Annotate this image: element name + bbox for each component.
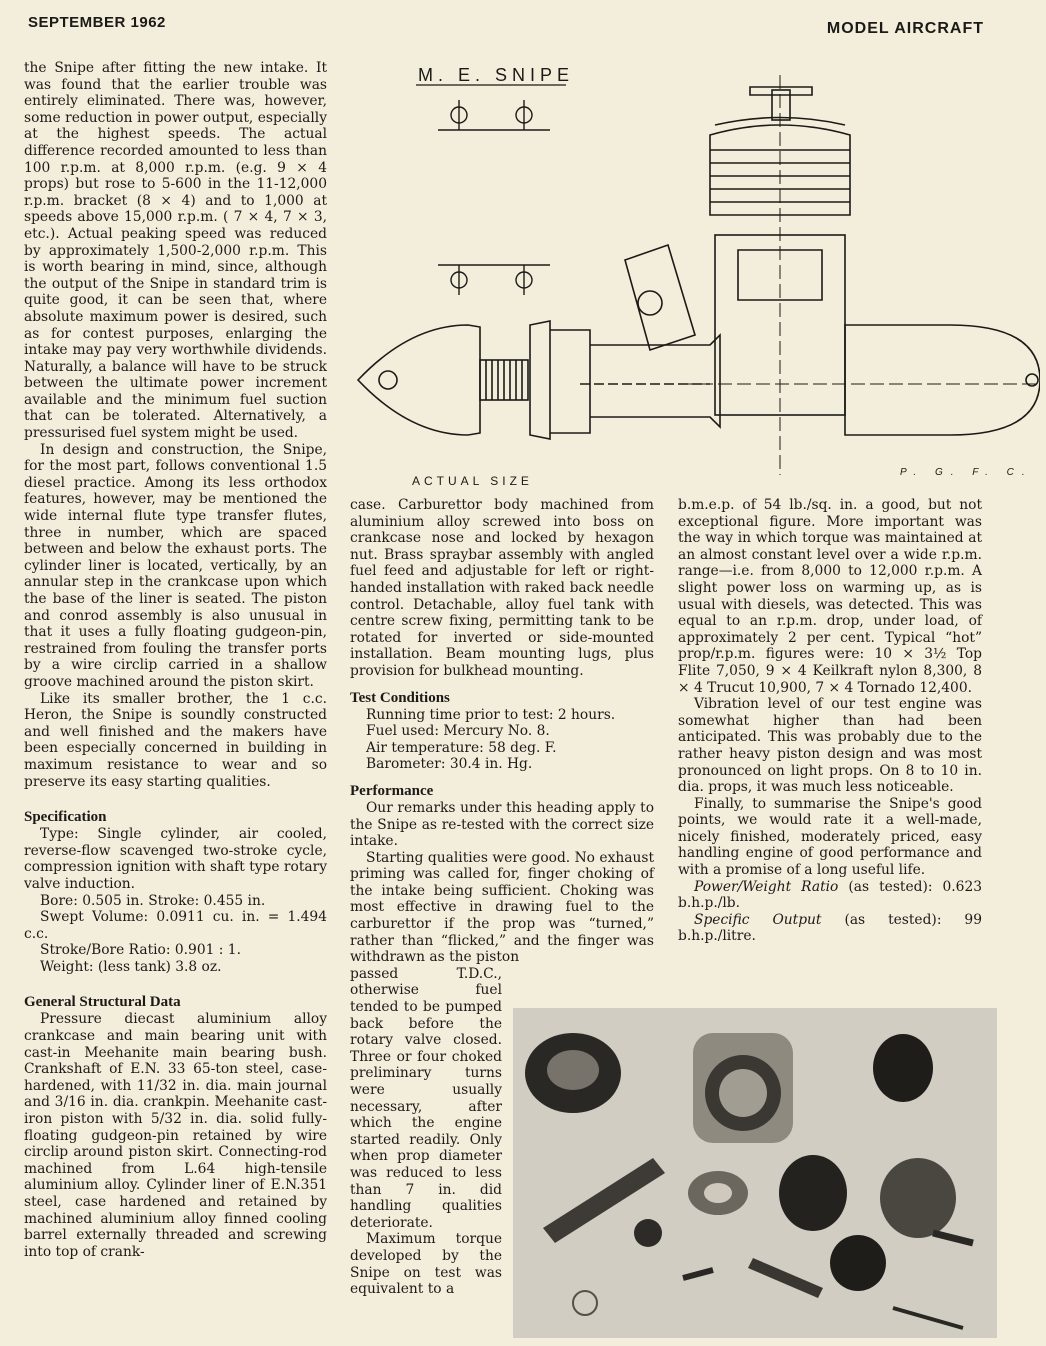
draughtsman-signature: P. G. F. C. [900,467,1033,478]
engine-outline [358,75,1040,475]
specific-output-value: (as tested): 99 b.h.p./litre. [678,911,982,945]
mounting-lug-symbols [438,100,550,295]
test-fuel: Fuel used: Mercury No. 8. [366,723,550,740]
spec-stroke-bore-ratio: Stroke/Bore Ratio: 0.901 : 1. [40,942,241,959]
spec-type: Type: Single cylinder, air cooled, reverse-flow scavenged two-stroke cycle, compression ignition with shaft type rotary valve induction. [24,826,327,892]
drawing-caption: ACTUAL SIZE [412,474,533,488]
performance-heading: Performance [350,782,434,799]
paragraph: Vibration level of our test engine was somewhat higher than had been anticipated. This was probably due to the rather heavy piston design and was most pronounced on light props. On 8 to 10 in. dia. props, it was much less noticeable. [678,696,982,796]
paragraph-narrow: Maximum torque developed by the Snipe on test was equivalent to a [350,1231,502,1298]
test-air-temperature: Air temperature: 58 deg. F. [366,739,557,756]
paragraph: Like its smaller brother, the 1 c.c. Heron, the Snipe is soundly constructed and well finished and the makers have been especially concerned in building in maximum resistance to wear and so preserve its easy starting qualities. [24,690,327,790]
spec-swept-volume: Swept Volume: 0.0911 cu. in. = 1.494 c.c. [24,909,327,942]
test-running-time: Running time prior to test: 2 hours. [366,706,616,723]
paragraph: In design and construction, the Snipe, for the most part, follows conventional 1.5 diesel practice. Among its less orthodox features, however, may be mentioned the wide internal flute type transfer flutes, three in number, which are spaced between and below the exhaust ports. The cylinder liner is located, vertically, by an annular step in the crankcase upon which the base of the liner is seated. The piston and conrod assembly is also unusual in that it uses a fully floating gudgeon-pin, restrained from fouling the transfer ports by a wire circlip carried in a shallow groove machined around the piston skirt. [24,441,327,690]
test-barometer: Barometer: 30.4 in. Hg. [366,756,533,773]
structural-data-text: Pressure diecast aluminium alloy crankcase and main bearing unit with cast-in Meehanite main bearing bush. Crankshaft of E.N. 33 65-ton steel, case-hardened, with 11/32 in. dia. main journal and 3/16 in. dia. crankpin. Meehanite cast-iron piston with 5/32 in. dia. solid fully-floating gudgeon-pin retained by wire circlip around piston skirt. Connecting-rod machined from L.64 high-tensile aluminium alloy. Cylinder liner of E.N.351 steel, case hardened and retained by machined aluminium alloy finned cooling barrel externally threaded and screwing into top of crank- [24,1011,327,1260]
specific-output-label: Specific Output [694,911,822,928]
power-weight-label: Power/Weight Ratio [694,878,839,895]
power-weight-value: (as tested): 0.623 b.h.p./lb. [678,878,982,912]
paragraph: Finally, to summarise the Snipe's good points, we would rate it a well-made, nicely finished, moderately priced, easy handling engine of good performance and with a promise of a long useful life. [678,795,982,879]
paragraph: Our remarks under this heading apply to the Snipe as re-tested with the correct size intake. [350,799,654,850]
specification-heading: Specification [24,809,107,826]
magazine-title: MODEL AIRCRAFT [826,20,984,37]
test-conditions-heading: Test Conditions [350,689,450,706]
engine-technical-drawing [350,55,1040,495]
column-1 [24,60,327,1260]
paragraph: Starting qualities were good. No exhaust priming was called for, finger choking of the intake being sufficient. Choking was most effective in drawing fuel to the carburettor if the prop was “turned,” rather than “flicked,” and the finger was withdrawn as the piston [350,849,654,966]
paragraph: case. Carburettor body machined from aluminium alloy screwed into boss on crankcase nose and locked by hexagon nut. Brass spraybar assembly with angled fuel feed and adjustable for left or right-handed installation with raked back needle control. Detachable, alloy fuel tank with centre screw fixing, permitting tank to be rotated for inverted or side-mounted installation. Beam mounting lugs, plus provision for bulkhead mounting. [350,497,654,679]
issue-date: SEPTEMBER 1962 [28,14,166,31]
spec-bore: Bore: 0.505 in. Stroke: 0.455 in. [40,892,266,909]
column-3 [678,497,982,945]
spec-weight: Weight: (less tank) 3.8 oz. [40,958,222,975]
paragraph: the Snipe after fitting the new intake. It was found that the earlier trouble was entirely eliminated. There was, however, some reduction in power output, especially at the highest speeds. The actual difference recorded amounted to less than 100 r.p.m. at 8,000 r.p.m. (e.g. 9 × 4 props) but rose to 5-600 in the 11-12,000 r.p.m. bracket (8 × 4) and to 1,000 at speeds above 15,000 r.p.m. ( 7 × 4, 7 × 3, etc.). Actual peaking speed was reduced by approximately 1,500-2,000 r.p.m. This is worth bearing in mind, since, although the output of the Snipe in standard trim is quite good, it can be seen that, where absolute maximum power is desired, such as for contest purposes, enlarging the intake may pay very worthwhile dividends. Naturally, a balance will have to be struck between the ultimate power increment available and the minimum fuel suction that can be tolerated. Alternatively, a pressurised fuel system might be used. [24,60,327,442]
paragraph: b.m.e.p. of 54 lb./sq. in. a good, but not exceptional figure. More important was the way in which torque was maintained at an almost constant level over a wide r.p.m. range—i.e. from 8,000 to 12,000 r.p.m. A slight power loss on warming up, as is usual with diesels, was detected. This was equal to an r.p.m. drop, under load, of approximately 2 per cent. Typical “hot” prop/r.p.m. figures were: 10 × 3½ Top Flite 7,050, 9 × 4 Keilkraft nylon 8,300, 8 × 4 Trucut 10,900, 7 × 4 Tornado 12,400. [678,497,982,696]
structural-data-heading: General Structural Data [24,994,181,1011]
drawing-title: M. E. SNIPE [418,65,575,85]
engine-parts-photo [513,1008,997,1338]
paragraph-narrow: passed T.D.C., otherwise fuel tended to be pumped back before the rotary valve closed. Three or four choked preliminary turns were usually necessary, after which the engine started readily. Only when prop diameter was reduced to less than 7 in. did handling qualities deteriorate. [350,965,502,1231]
